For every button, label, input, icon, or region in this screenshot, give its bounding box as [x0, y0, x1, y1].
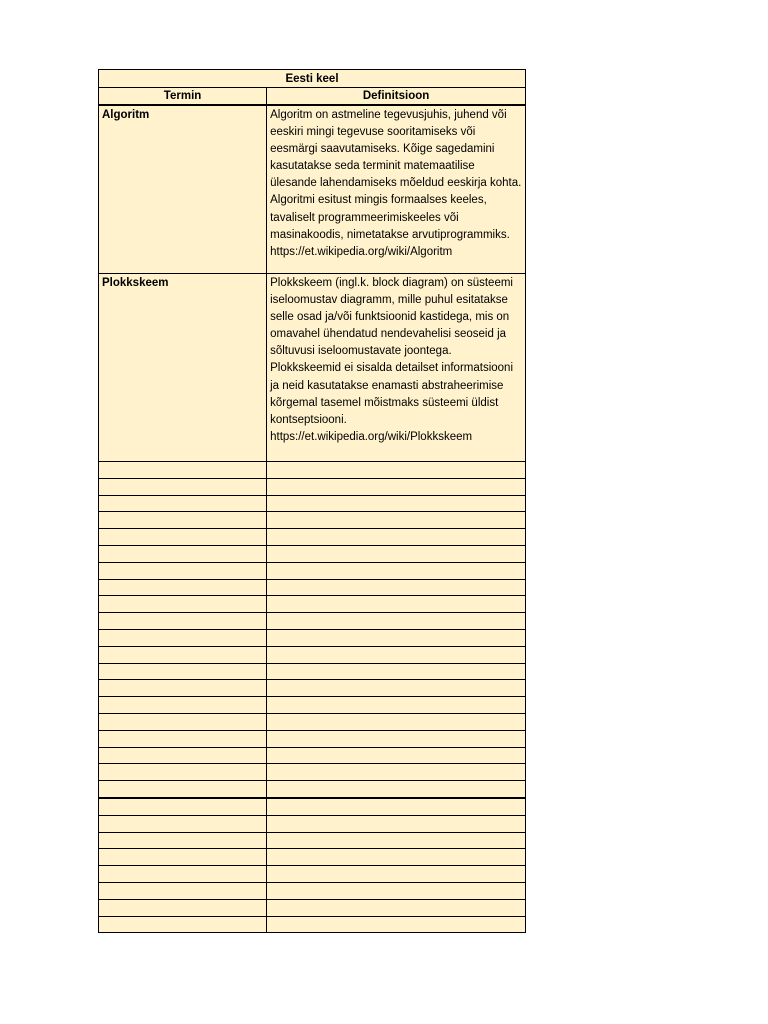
- empty-table-row: [99, 680, 526, 697]
- empty-definition-cell[interactable]: [267, 916, 526, 933]
- empty-term-cell[interactable]: [99, 646, 267, 663]
- empty-table-row: [99, 562, 526, 579]
- empty-definition-cell[interactable]: [267, 613, 526, 630]
- empty-definition-cell[interactable]: [267, 866, 526, 883]
- empty-definition-cell[interactable]: [267, 882, 526, 899]
- empty-table-row: [99, 613, 526, 630]
- empty-definition-cell[interactable]: [267, 832, 526, 849]
- empty-table-row: [99, 596, 526, 613]
- empty-term-cell[interactable]: [99, 713, 267, 730]
- empty-definition-cell[interactable]: [267, 764, 526, 781]
- empty-term-cell[interactable]: [99, 849, 267, 866]
- empty-term-cell[interactable]: [99, 832, 267, 849]
- definition-cell[interactable]: [267, 105, 526, 274]
- empty-term-cell[interactable]: [99, 629, 267, 646]
- term-cell[interactable]: Algoritm: [99, 105, 267, 274]
- empty-table-row: [99, 798, 526, 815]
- empty-definition-cell[interactable]: [267, 899, 526, 916]
- empty-definition-cell[interactable]: [267, 713, 526, 730]
- definition-line: sõltuvusi iseloomustavate joontega.: [270, 345, 452, 358]
- definition-cell[interactable]: [267, 274, 526, 462]
- empty-term-cell[interactable]: [99, 512, 267, 529]
- empty-term-cell[interactable]: [99, 529, 267, 546]
- definition-line: ja neid kasutatakse enamasti abstraheerimise: [270, 379, 504, 392]
- empty-term-cell[interactable]: [99, 579, 267, 596]
- empty-table-row: [99, 512, 526, 529]
- column-header-definition[interactable]: Definitsioon: [267, 88, 526, 106]
- empty-term-cell[interactable]: [99, 815, 267, 832]
- definition-line: Plokkskeem (ingl.k. block diagram) on süsteemi: [270, 277, 513, 289]
- empty-table-row: [99, 815, 526, 832]
- empty-definition-cell[interactable]: [267, 596, 526, 613]
- empty-term-cell[interactable]: [99, 545, 267, 562]
- empty-definition-cell[interactable]: [267, 730, 526, 747]
- empty-definition-cell[interactable]: [267, 680, 526, 697]
- empty-term-cell[interactable]: [99, 596, 267, 613]
- table-header-row: [99, 88, 526, 106]
- column-header-term[interactable]: Termin: [99, 88, 267, 106]
- empty-definition-cell[interactable]: [267, 512, 526, 529]
- empty-term-cell[interactable]: [99, 562, 267, 579]
- empty-table-row: [99, 579, 526, 596]
- empty-term-cell[interactable]: [99, 899, 267, 916]
- empty-definition-cell[interactable]: [267, 849, 526, 866]
- empty-term-cell[interactable]: [99, 798, 267, 815]
- empty-table-row: [99, 781, 526, 798]
- empty-definition-cell[interactable]: [267, 495, 526, 512]
- empty-term-cell[interactable]: [99, 866, 267, 883]
- empty-term-cell[interactable]: [99, 478, 267, 495]
- empty-definition-cell[interactable]: [267, 629, 526, 646]
- empty-definition-cell[interactable]: [267, 545, 526, 562]
- empty-definition-cell[interactable]: [267, 478, 526, 495]
- definition-line: tavaliselt programmeerimiskeeles või: [270, 211, 459, 224]
- empty-table-row: [99, 747, 526, 764]
- empty-table-row: [99, 629, 526, 646]
- empty-term-cell[interactable]: [99, 764, 267, 781]
- empty-table-row: [99, 529, 526, 546]
- definition-line: Algoritm on astmeline tegevusjuhis, juhend või: [270, 109, 507, 121]
- empty-term-cell[interactable]: [99, 730, 267, 747]
- empty-term-cell[interactable]: [99, 882, 267, 899]
- empty-term-cell[interactable]: [99, 916, 267, 933]
- empty-definition-cell[interactable]: [267, 697, 526, 714]
- definition-line: Algoritmi esitust mingis formaalses keeles,: [270, 194, 487, 207]
- empty-table-row: [99, 646, 526, 663]
- empty-table-row: [99, 663, 526, 680]
- definition-line: masinakoodis, nimetatakse arvutiprogrammiks.: [270, 228, 510, 241]
- empty-term-cell[interactable]: [99, 613, 267, 630]
- definition-line: kõrgemal tasemel mõistmaks süsteemi üldist: [270, 396, 499, 409]
- empty-term-cell[interactable]: [99, 747, 267, 764]
- empty-table-row: [99, 478, 526, 495]
- empty-table-row: [99, 462, 526, 479]
- table-title-row: [99, 70, 526, 88]
- empty-term-cell[interactable]: [99, 462, 267, 479]
- definition-line: eesmärgi saavutamiseks. Kõige sagedamini: [270, 143, 495, 156]
- term-cell[interactable]: Plokkskeem: [99, 274, 267, 462]
- empty-table-row: [99, 545, 526, 562]
- empty-definition-cell[interactable]: [267, 798, 526, 815]
- definition-line: kasutatakse seda terminit matemaatilise: [270, 160, 475, 173]
- empty-table-row: [99, 697, 526, 714]
- empty-definition-cell[interactable]: [267, 747, 526, 764]
- empty-term-cell[interactable]: [99, 781, 267, 798]
- definition-line: iseloomustav diagramm, mille puhul esitatakse: [270, 294, 508, 307]
- empty-table-row: [99, 899, 526, 916]
- definition-line: ülesande lahendamiseks mõeldud eeskirja kohta.: [270, 177, 522, 190]
- empty-definition-cell[interactable]: [267, 663, 526, 680]
- table-row: [99, 274, 526, 462]
- empty-table-row: [99, 866, 526, 883]
- definition-line: omavahel ühendatud nendevahelisi seoseid ja: [270, 328, 507, 341]
- empty-definition-cell[interactable]: [267, 781, 526, 798]
- empty-table-row: [99, 730, 526, 747]
- definition-line: eeskiri mingi tegevuse sooritamiseks või: [270, 126, 476, 139]
- table-row: [99, 105, 526, 274]
- empty-term-cell[interactable]: [99, 697, 267, 714]
- empty-definition-cell[interactable]: [267, 579, 526, 596]
- empty-rows: [99, 462, 526, 933]
- empty-term-cell[interactable]: [99, 663, 267, 680]
- definition-line: selle osad ja/või funktsioonid kastidega, mis on: [270, 311, 510, 324]
- empty-table-row: [99, 495, 526, 512]
- empty-table-row: [99, 764, 526, 781]
- glossary-table: [98, 69, 526, 933]
- empty-term-cell[interactable]: [99, 495, 267, 512]
- empty-term-cell[interactable]: [99, 680, 267, 697]
- definition-link: https://et.wikipedia.org/wiki/Plokkskeem: [270, 430, 473, 443]
- definition-line: kontseptsiooni.: [270, 413, 347, 426]
- empty-table-row: [99, 916, 526, 933]
- empty-table-row: [99, 832, 526, 849]
- empty-definition-cell[interactable]: [267, 562, 526, 579]
- empty-table-row: [99, 713, 526, 730]
- empty-definition-cell[interactable]: [267, 815, 526, 832]
- empty-table-row: [99, 849, 526, 866]
- empty-definition-cell[interactable]: [267, 529, 526, 546]
- empty-definition-cell[interactable]: [267, 646, 526, 663]
- table-title[interactable]: Eesti keel: [99, 70, 526, 88]
- empty-definition-cell[interactable]: [267, 462, 526, 479]
- definition-line: Plokkskeemid ei sisalda detailset informatsiooni: [270, 362, 514, 375]
- definition-link: https://et.wikipedia.org/wiki/Algoritm: [270, 245, 453, 258]
- empty-table-row: [99, 882, 526, 899]
